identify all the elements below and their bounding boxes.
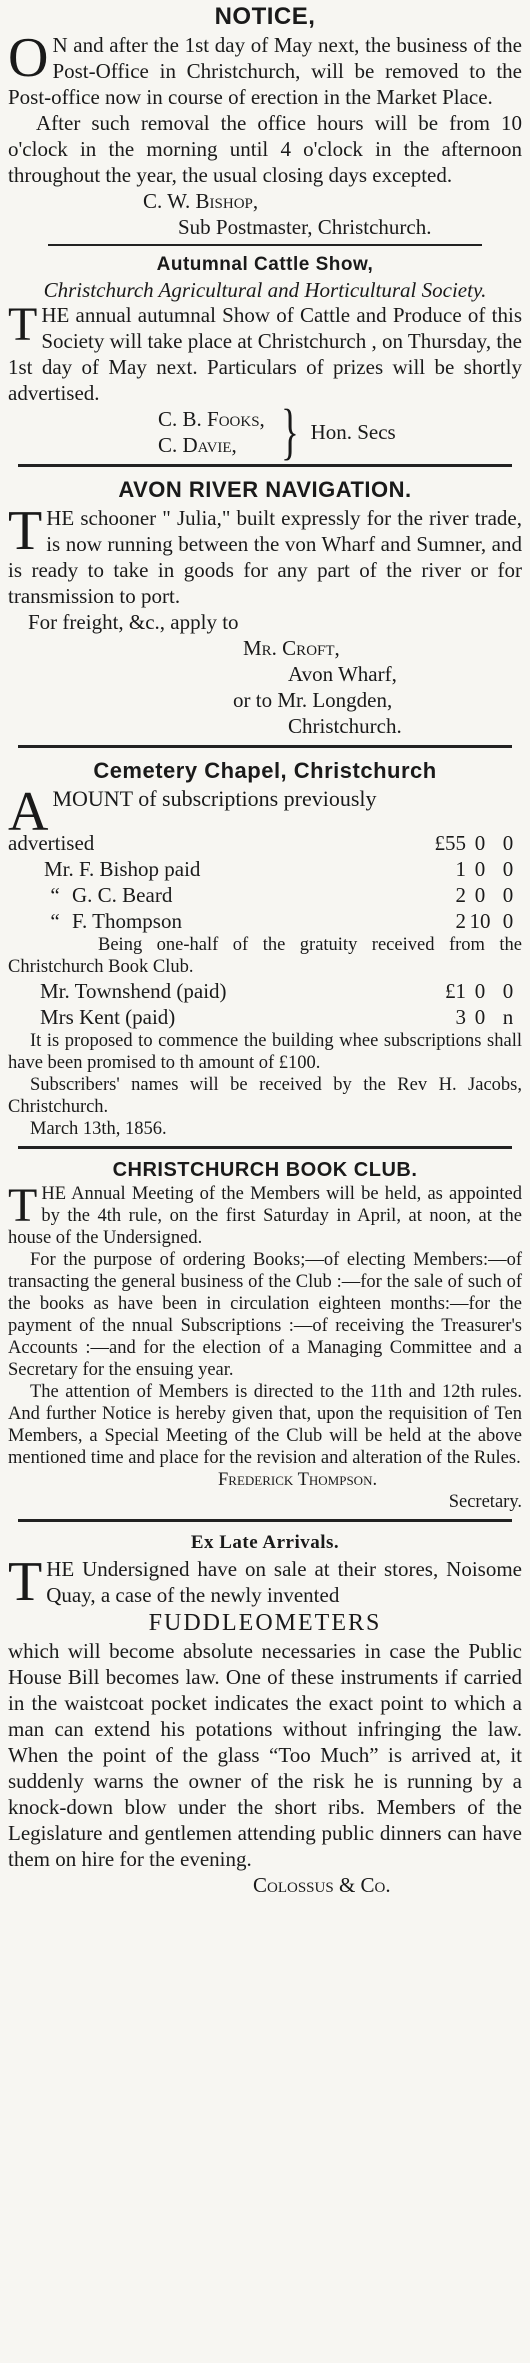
notice-signature-title: Sub Postmaster, Christchurch.: [178, 215, 432, 239]
subscriptions-table: [8, 830, 522, 934]
cemetery-chapel-ad: [8, 756, 522, 1140]
drop-cap: T: [8, 1551, 43, 1613]
arrivals-heading: Ex Late Arrivals.: [190, 1532, 340, 1553]
amount-pounds: 1: [455, 857, 466, 881]
hon-secs: [8, 398, 522, 466]
arrivals-product: FUDDLEOMETERS: [148, 1610, 382, 1636]
amount-shillings: 0: [474, 1005, 486, 1029]
cemetery-date: March 13th, 1856.: [30, 1119, 167, 1139]
arrivals-para-1-text: HE Undersigned have on sale at their stores, Noisome Quay, a case of the newly invented: [46, 1557, 522, 1607]
amount-pence: n: [502, 1005, 514, 1029]
divider: [18, 1146, 512, 1149]
divider: [18, 1519, 512, 1522]
arrivals-signature: Colossus & Co.: [253, 1873, 391, 1897]
table-row: [8, 830, 522, 856]
drop-cap: T: [8, 500, 43, 562]
cemetery-gratuity: Being one-half of the gratuity received from the Christchurch Book Club.: [8, 935, 522, 977]
late-arrivals-ad: [8, 1530, 522, 1898]
newspaper-column: [8, 0, 522, 1898]
cemetery-para: It is proposed to commence the building whee subscriptions shall have been promised to th amount of £100.: [8, 1031, 522, 1073]
amount-pounds: 2: [455, 909, 466, 933]
ditto-mark: “: [50, 909, 60, 933]
sec-name-1: C. B. Fooks,: [158, 407, 265, 431]
bookclub-para-2: For the purpose of ordering Books;—of electing Members:—of transacting the general business of the Club :—for the sale of such of the books as have been in circulation eighteen months:—for the payment of the nnual Subscriptions :—of receiving the Treasurer's Accounts :—and for the election of a Managing Committee and a Secretary for the ensuing year.: [8, 1250, 522, 1380]
arrivals-para-2: which will become absolute necessaries in case the Public House Bill becomes law. One of these instruments if carried in the waistcoat pocket indicates the exact point to which a man can extend his potations without infringing the law. When the point of the glass “Too Much” is arrived at, it suddenly warns the owner of the risk he is running by a knock-down blow under the short ribs. Members of the Legislature and gentlemen attending public dinners can have them on hire for the evening.: [8, 1639, 522, 1871]
avon-contact-2: or to Mr. Longden,: [233, 688, 393, 712]
amount-pence: 0: [502, 979, 514, 1003]
row-name: Mrs Kent (paid): [40, 1005, 176, 1029]
avon-contact-1b: Avon Wharf,: [288, 662, 397, 686]
notice-heading: NOTICE,: [214, 3, 316, 30]
table-row: [8, 978, 522, 1004]
notice-para-1-text: N and after the 1st day of May next, the business of the Post-Office in Christchurch, will be removed to the Post-office now in course of erection in the Market Place.: [8, 33, 522, 109]
avon-heading: AVON RIVER NAVIGATION.: [118, 477, 412, 502]
drop-cap: O: [8, 27, 49, 89]
amount-shillings: 0: [474, 831, 486, 855]
drop-cap: T: [8, 298, 38, 351]
avon-para-text: HE schooner " Julia," built expressly for the river trade, is now running between the von Wharf and Sumner, and is ready to take in goods for any part of the river or for transmission to port.: [8, 506, 522, 608]
sec-name-2: C. Davie,: [158, 433, 237, 457]
avon-contact-1: Mr. Croft,: [243, 636, 340, 660]
cattle-show-ad: [8, 252, 522, 466]
subscriptions-table-2: [8, 978, 522, 1030]
amount-pence: 0: [502, 831, 514, 855]
amount-pence: 0: [502, 909, 514, 933]
cemetery-heading: Cemetery Chapel, Christchurch: [93, 758, 437, 783]
amount-pence: 0: [502, 857, 514, 881]
arrivals-para-1: [8, 1551, 522, 1613]
amount-pounds: £1: [445, 979, 466, 1003]
ditto-mark: “: [50, 883, 60, 907]
table-row: [8, 882, 522, 908]
amount-shillings: 0: [474, 979, 486, 1003]
row-name: Mr. F. Bishop paid: [44, 857, 201, 881]
table-row: [8, 908, 522, 934]
cattle-subheading: Christchurch Agricultural and Horticultural Society.: [43, 278, 487, 302]
row-name: Mr. Townshend (paid): [40, 979, 227, 1003]
divider: [18, 464, 512, 467]
avon-navigation-ad: [8, 475, 522, 739]
amount-shillings: 10: [469, 909, 491, 933]
cemetery-amount-text: MOUNT of subscriptions previously: [52, 786, 377, 811]
avon-freight: For freight, &c., apply to: [28, 610, 239, 634]
notice-signature-name: C. W. Bishop,: [143, 189, 259, 213]
amount-shillings: 0: [474, 883, 486, 907]
drop-cap: A: [8, 781, 49, 843]
avon-contact-2b: Christchurch.: [288, 714, 402, 738]
bookclub-para-1-text: HE Annual Meeting of the Members will be held, as appointed by the 4th rule, on the first Saturday in April, at noon, at the house of the Undersigned.: [8, 1184, 522, 1248]
avon-para: [8, 500, 522, 609]
amount-pounds: 2: [455, 883, 466, 907]
cattle-para-text: HE annual autumnal Show of Cattle and Produce of this Society will take place at Christchurch , on Thursday, the 1st day of May next. Particulars of prizes will be shortly advertised.: [8, 303, 522, 405]
cemetery-para-2: Subscribers' names will be received by the Rev H. Jacobs, Christchurch.: [8, 1075, 522, 1117]
cattle-heading: Autumnal Cattle Show,: [156, 254, 374, 275]
row-label: advertised: [8, 831, 95, 855]
brace: }: [280, 398, 299, 466]
post-office-notice: [8, 0, 522, 240]
book-club-ad: [8, 1157, 522, 1513]
amount-pounds: 3: [455, 1005, 466, 1029]
drop-cap: T: [8, 1179, 38, 1232]
notice-para-1: [8, 27, 522, 110]
notice-para-2: After such removal the office hours will be from 10 o'clock in the morning until 4 o'clock in the afternoon throughout the year, the usual closing days excepted.: [8, 111, 522, 187]
amount-shillings: 0: [474, 857, 486, 881]
row-name: F. Thompson: [72, 909, 182, 933]
divider: [48, 244, 482, 246]
divider: [18, 745, 512, 748]
table-row: [8, 856, 522, 882]
bookclub-para-3: The attention of Members is directed to the 11th and 12th rules. And further Notice is hereby given that, upon the requisition of Ten Members, a Special Meeting of the Club will be held at the above mentioned time and place for the revision and alteration of the Rules.: [8, 1382, 522, 1468]
sec-title: Hon. Secs: [310, 420, 396, 444]
amount-pence: 0: [502, 883, 514, 907]
cattle-para: [8, 298, 522, 406]
row-name: G. C. Beard: [72, 883, 173, 907]
amount-pounds: £55: [434, 831, 466, 855]
bookclub-heading: CHRISTCHURCH BOOK CLUB.: [112, 1159, 418, 1181]
bookclub-para-1: [8, 1179, 522, 1249]
bookclub-signature-title: Secretary.: [448, 1492, 522, 1512]
table-row: [8, 1004, 522, 1030]
bookclub-signature-name: Frederick Thompson.: [218, 1470, 378, 1490]
